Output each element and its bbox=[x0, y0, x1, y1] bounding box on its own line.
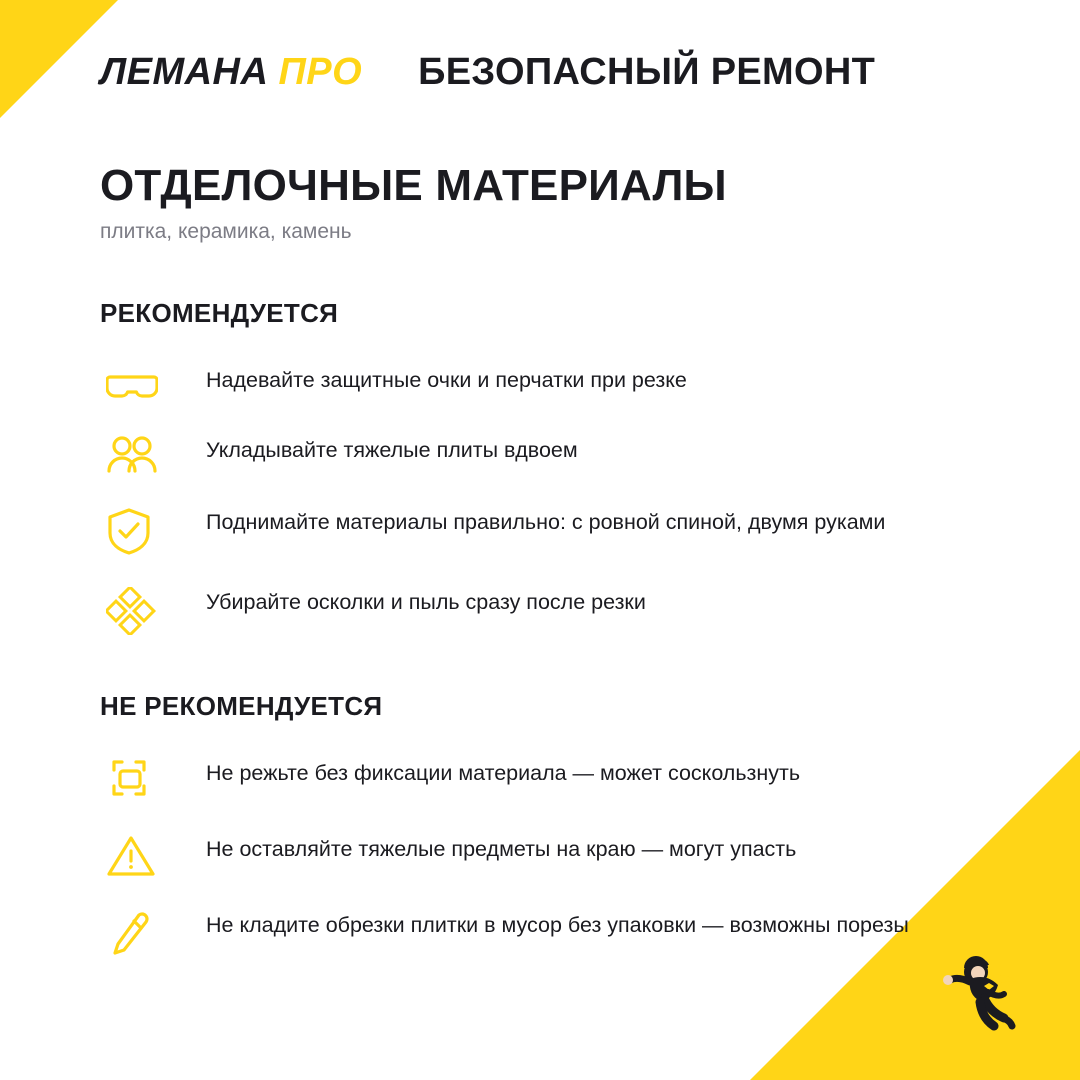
shards-diamonds-icon bbox=[100, 585, 206, 635]
header bbox=[100, 42, 1000, 102]
list-item bbox=[100, 908, 1000, 960]
list-item bbox=[100, 363, 1000, 403]
header-title: БЕЗОПАСНЫЙ РЕМОНТ bbox=[418, 50, 876, 93]
list-item bbox=[100, 832, 1000, 878]
mascot-illustration bbox=[892, 932, 1042, 1042]
list-item bbox=[100, 433, 1000, 475]
logo-pro-text: ПРО bbox=[278, 50, 363, 93]
page-subtitle: плитка, керамика, камень bbox=[100, 220, 352, 244]
list-item-text: Не режьте без фиксации материала — может соскользнуть bbox=[206, 761, 801, 786]
list-item-text: Укладывайте тяжелые плиты вдвоем bbox=[206, 438, 578, 463]
section-heading-not-recommended: НЕ РЕКОМЕНДУЕТСЯ bbox=[100, 691, 383, 722]
section-not-recommended bbox=[100, 691, 1000, 960]
list-item bbox=[100, 756, 1000, 802]
list-item bbox=[100, 505, 1000, 555]
list-item bbox=[100, 585, 1000, 635]
list-item-text: Убирайте осколки и пыль сразу после резки bbox=[206, 590, 646, 615]
unfixed-tile-icon bbox=[100, 756, 206, 802]
warning-triangle-icon bbox=[100, 832, 206, 878]
list-item-text: Поднимайте материалы правильно: с ровной спиной, двумя руками bbox=[206, 510, 886, 535]
list-item-text: Не кладите обрезки плитки в мусор без упаковки — возможны порезы bbox=[206, 913, 909, 938]
list-item-text: Надевайте защитные очки и перчатки при резке bbox=[206, 368, 687, 393]
not-recommended-list bbox=[100, 756, 1000, 960]
content bbox=[100, 162, 1000, 960]
page-title: ОТДЕЛОЧНЫЕ МАТЕРИАЛЫ bbox=[100, 161, 727, 210]
logo-main-text: ЛЕМАНА bbox=[100, 50, 269, 93]
two-people-icon bbox=[100, 433, 206, 475]
sharp-blade-icon bbox=[100, 908, 206, 960]
shield-check-icon bbox=[100, 505, 206, 555]
safety-goggles-icon bbox=[100, 363, 206, 403]
recommended-list bbox=[100, 363, 1000, 635]
section-recommended bbox=[100, 298, 1000, 635]
brand-logo bbox=[100, 51, 362, 94]
section-heading-recommended: РЕКОМЕНДУЕТСЯ bbox=[100, 298, 339, 329]
list-item-text: Не оставляйте тяжелые предметы на краю — могут упасть bbox=[206, 837, 797, 862]
